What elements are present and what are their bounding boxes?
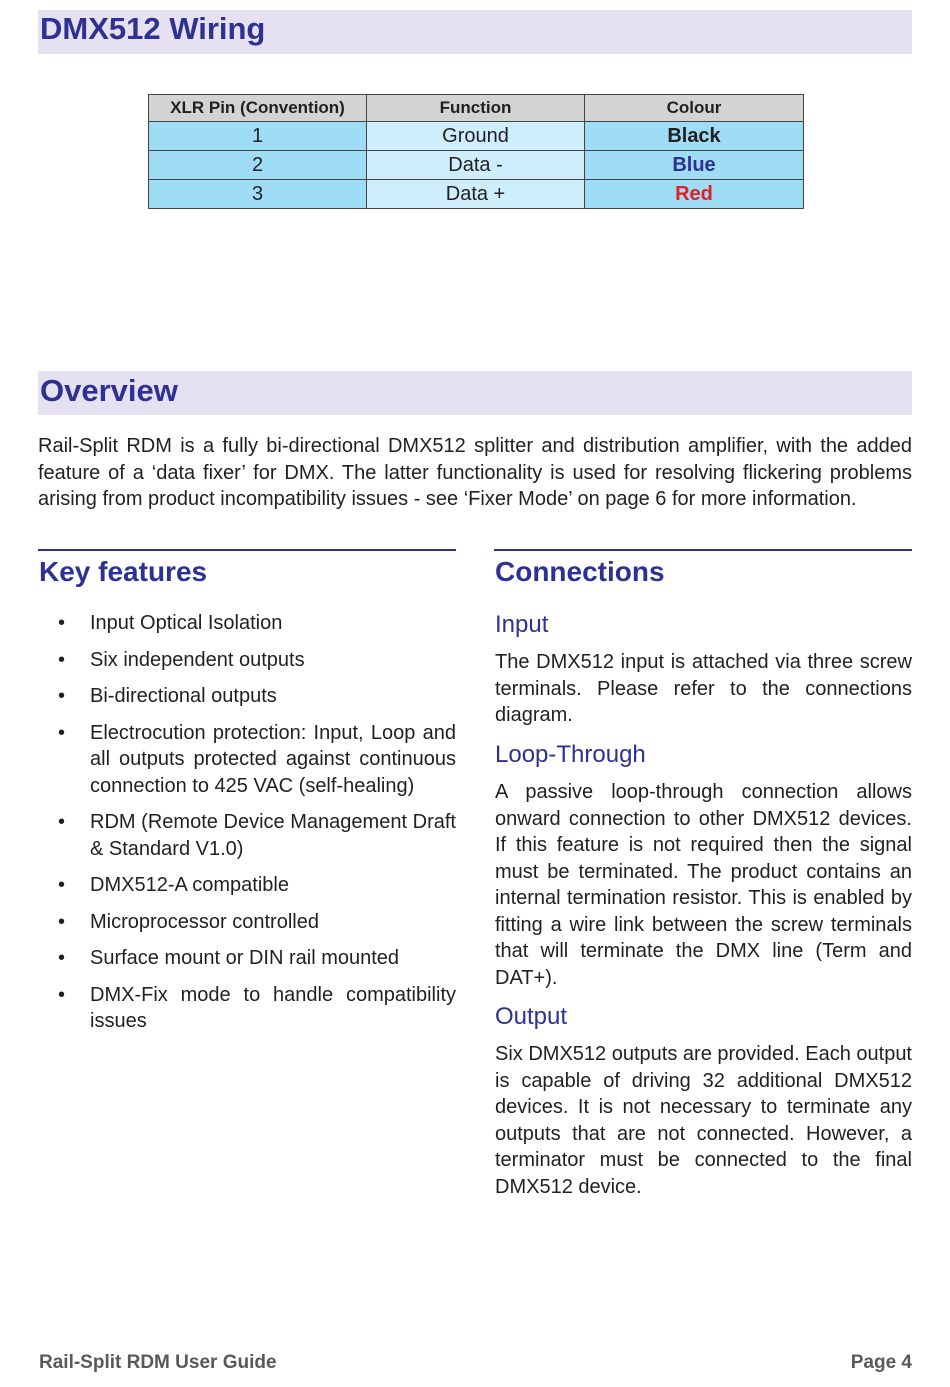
overview-section-header: [38, 371, 912, 415]
feature-text: Bi-directional outputs: [90, 685, 277, 707]
connections-divider: [494, 549, 912, 551]
key-features-divider: [38, 549, 456, 551]
feature-text: Input Optical Isolation: [90, 612, 283, 634]
feature-text: DMX-Fix mode to handle compatibility issues: [90, 983, 456, 1032]
pin-cell: 1: [149, 122, 367, 151]
output-text: Six DMX512 outputs are provided. Each output is capable of driving 32 additional DMX512 devices. It is not necessary to terminate any outputs that are not connected. However, a terminator must be connected to the final DMX512 device.: [495, 1043, 912, 1198]
list-item: [38, 647, 456, 674]
function-cell: Data +: [367, 180, 585, 209]
pin-cell: 3: [149, 180, 367, 209]
feature-text: Six independent outputs: [90, 648, 305, 671]
feature-text: Microprocessor controlled: [90, 910, 319, 933]
feature-text: RDM (Remote Device Management Draft & Standard V1.0): [90, 811, 456, 860]
list-item: [38, 872, 456, 899]
colour-cell: Black: [585, 122, 804, 151]
wiring-table-header-row: [149, 95, 804, 122]
table-row: [149, 122, 804, 151]
list-item: [38, 982, 456, 1035]
loop-through-heading: Loop-Through: [495, 741, 646, 768]
wiring-table: [148, 94, 804, 209]
list-item: [38, 683, 456, 710]
header-xlr-pin: XLR Pin (Convention): [149, 95, 367, 122]
colour-cell: Blue: [585, 151, 804, 180]
feature-text: Surface mount or DIN rail mounted: [90, 947, 400, 969]
key-features-list: [38, 610, 456, 1045]
table-row: [149, 180, 804, 209]
function-cell: Ground: [367, 122, 585, 151]
list-item: [38, 610, 456, 637]
overview-title: Overview: [40, 373, 178, 408]
bullet-icon: •: [58, 947, 66, 969]
table-row: [149, 151, 804, 180]
bullet-icon: •: [58, 612, 66, 634]
bullet-icon: •: [58, 910, 66, 933]
bullet-icon: •: [58, 874, 66, 896]
pin-cell: 2: [149, 151, 367, 180]
bullet-icon: •: [58, 983, 66, 1006]
footer-guide-title: Rail-Split RDM User Guide: [39, 1352, 277, 1373]
bullet-icon: •: [58, 648, 66, 671]
connections-title: Connections: [495, 556, 665, 587]
bullet-icon: •: [58, 685, 66, 707]
feature-text: DMX512-A compatible: [90, 874, 289, 896]
list-item: [38, 909, 456, 936]
header-colour: Colour: [585, 95, 804, 122]
header-function: Function: [367, 95, 585, 122]
output-heading: Output: [495, 1003, 568, 1030]
input-text: The DMX512 input is attached via three screw terminals. Please refer to the connections diagram.: [495, 651, 912, 726]
overview-text: Rail-Split RDM is a fully bi-directional DMX512 splitter and distribution amplifier, with the added feature of a ‘data fixer’ for DMX. The latter functionality is used for resolving flickering problems arising from product incompatibility issues - see ‘Fixer Mode’ on page 6 for more information.: [38, 435, 912, 510]
wiring-section-header: [38, 10, 912, 54]
colour-cell: Red: [585, 180, 804, 209]
loop-through-text: A passive loop-through connection allows onward connection to other DMX512 devices. If this feature is not required then the signal must be terminated. The product contains an internal termination resistor. This is enabled by fitting a wire link between the screw terminals that will terminate the DMX line (Term and DAT+).: [495, 781, 912, 989]
list-item: [38, 945, 456, 972]
wiring-title: DMX512 Wiring: [40, 11, 266, 46]
key-features-title: Key features: [39, 556, 208, 587]
footer-page-number: Page 4: [850, 1352, 912, 1373]
list-item: [38, 720, 456, 800]
input-heading: Input: [495, 611, 549, 638]
feature-text: Electrocution protection: Input, Loop and all outputs protected against continuous connection to 425 VAC (self-healing): [90, 721, 456, 797]
function-cell: Data -: [367, 151, 585, 180]
bullet-icon: •: [58, 721, 66, 744]
bullet-icon: •: [58, 811, 66, 833]
list-item: [38, 809, 456, 862]
